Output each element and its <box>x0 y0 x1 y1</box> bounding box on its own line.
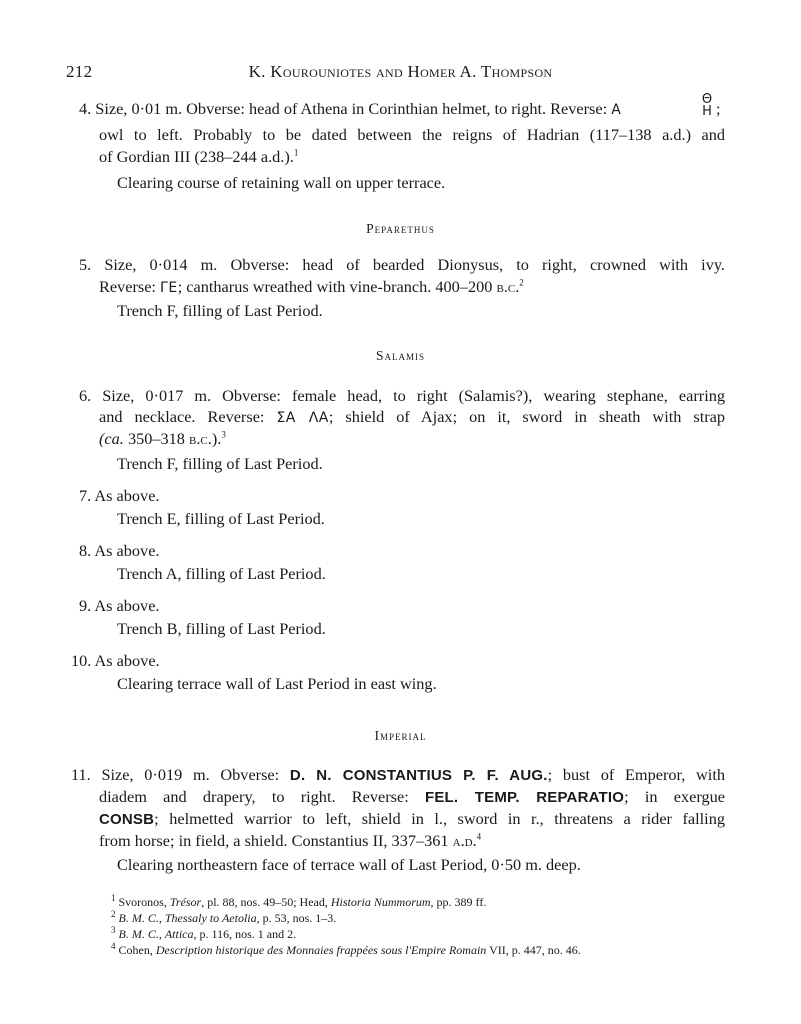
entry-4-findspot: Clearing course of retaining wall on upper terrace. <box>117 173 446 192</box>
coin-legend-salamis: ΣΑ ΛΑ <box>276 410 329 426</box>
entry-4-line-3-text: of Gordian III (238–244 a.d.). <box>99 147 294 166</box>
coin-legend-gamma-epsilon: ΓΕ <box>160 280 178 296</box>
entry-11-line-2-a: diadem and drapery, to right. Reverse: <box>99 787 409 806</box>
entry-6-line-3 <box>99 428 226 450</box>
coin-legend-theta: Θ <box>701 92 713 107</box>
entry-7-findspot: Trench E, filling of Last Period. <box>117 509 325 528</box>
footnote-3-title: Attica <box>164 927 194 941</box>
footnote-ref-3: 3 <box>221 429 226 440</box>
coin-legend-a: A <box>611 102 622 118</box>
entry-6-findspot: Trench F, filling of Last Period. <box>117 454 323 473</box>
footnote-4 <box>111 942 581 958</box>
footnote-4-title: Description historique des Monnaies frappées sous l'Empire Romain <box>155 943 487 957</box>
legend-semicolon: ; <box>716 99 721 118</box>
entry-11-line-3-b: ; helmetted warrior to left, shield in l., sword in r., threatens a rider falling <box>154 809 725 828</box>
footnote-3-b: , <box>158 927 162 941</box>
entry-7-label: 7. As above. <box>79 486 160 505</box>
entry-5-line-1: 5. Size, 0·014 m. Obverse: head of bearded Dionysus, to right, crowned with ivy. <box>79 255 725 274</box>
footnote-4-number: 4 <box>111 941 116 951</box>
era-bc: b.c. <box>496 277 520 296</box>
section-heading-peparethus: Peparethus <box>366 221 435 236</box>
entry-5-line-2 <box>99 276 524 299</box>
era-bc: b.c.). <box>189 429 222 448</box>
section-heading-imperial: Imperial <box>374 728 427 743</box>
entry-4-line-3 <box>99 146 298 168</box>
entry-11-line-4 <box>99 830 481 852</box>
entry-5-findspot: Trench F, filling of Last Period. <box>117 301 323 320</box>
entry-5-line-2-a: Reverse: <box>99 277 156 296</box>
entry-8-findspot: Trench A, filling of Last Period. <box>117 564 326 583</box>
coin-legend-obverse: D. N. CONSTANTIUS P. F. AUG. <box>289 767 548 784</box>
footnote-4-c: VII, p. 447, no. 46. <box>489 943 581 957</box>
footnote-3-a: B. M. C. <box>118 927 159 941</box>
footnote-2 <box>111 910 336 926</box>
footnote-1-title-2: Historia Nummorum <box>330 895 431 909</box>
entry-11-line-3 <box>99 808 725 831</box>
entry-4-text: 4. Size, 0·01 m. Obverse: head of Athena in Corinthian helmet, to right. Reverse: <box>79 99 608 118</box>
entry-11-line-2 <box>99 786 725 809</box>
entry-10-findspot: Clearing terrace wall of Last Period in east wing. <box>117 674 437 693</box>
footnote-2-a: B. M. C. <box>118 911 159 925</box>
footnote-4-a: Cohen, <box>118 943 153 957</box>
footnote-1-a: Svoronos, <box>118 895 167 909</box>
footnote-2-d: , p. 53, nos. 1–3. <box>256 911 337 925</box>
entry-11-line-1 <box>71 764 725 787</box>
page-number: 212 <box>66 62 93 81</box>
footnote-3-number: 3 <box>111 925 116 935</box>
footnote-3-d: , p. 116, nos. 1 and 2. <box>193 927 297 941</box>
entry-11-line-2-b: ; in exergue <box>624 787 725 806</box>
entry-10-label: 10. As above. <box>71 651 160 670</box>
footnote-1 <box>111 894 486 910</box>
entry-6-date: 350–318 <box>127 429 185 448</box>
entry-6-line-2 <box>99 406 725 429</box>
entry-11-line-4-a: from horse; in field, a shield. Constantius II, 337–361 <box>99 831 449 850</box>
entry-11-findspot: Clearing northeastern face of terrace wall of Last Period, 0·50 m. deep. <box>117 855 581 874</box>
footnote-2-number: 2 <box>111 909 116 919</box>
entry-4-line-1 <box>79 98 621 121</box>
entry-5-line-2-b: ; cantharus wreathed with vine-branch. 400–200 <box>177 277 493 296</box>
coin-legend-eta: H <box>702 104 712 119</box>
section-heading-salamis: Salamis <box>375 348 425 363</box>
entry-11-line-1-b: ; bust of Emperor, with <box>547 765 725 784</box>
footnote-ref-2: 2 <box>519 277 524 288</box>
footnote-1-number: 1 <box>111 893 116 903</box>
coin-legend-exergue: CONSB <box>99 811 155 828</box>
footnote-2-title: Thessaly to Aetolia <box>164 911 257 925</box>
footnote-ref-4: 4 <box>476 831 482 842</box>
era-ad: a.d. <box>452 831 477 850</box>
footnote-ref-1: 1 <box>293 147 299 158</box>
entry-6-line-2-a: and necklace. Reverse: <box>99 407 265 426</box>
entry-11-line-1-a: 11. Size, 0·019 m. Obverse: <box>71 765 280 784</box>
footnote-1-c: , pl. 88, nos. 49–50; Head, <box>201 895 328 909</box>
entry-4-line-2: owl to left. Probably to be dated between the reigns of Hadrian (117–138 a.d.) and <box>99 125 725 144</box>
entry-9-findspot: Trench B, filling of Last Period. <box>117 619 326 638</box>
running-title: K. Kourouniotes and Homer A. Thompson <box>248 62 553 81</box>
entry-6-line-2-b: ; shield of Ajax; on it, sword in sheath with strap <box>328 407 726 426</box>
footnote-1-e: , pp. 389 ff. <box>430 895 487 909</box>
coin-legend-reverse: FEL. TEMP. REPARATIO <box>424 789 625 806</box>
entry-8-label: 8. As above. <box>79 541 160 560</box>
entry-9-label: 9. As above. <box>79 596 160 615</box>
footnote-3 <box>111 926 296 942</box>
circa: (ca. <box>99 429 124 448</box>
footnote-1-title: Trésor <box>169 895 202 909</box>
entry-6-line-1: 6. Size, 0·017 m. Obverse: female head, to right (Salamis?), wearing stephane, earring <box>79 386 725 405</box>
footnote-2-b: , <box>158 911 162 925</box>
coin-legend-stack <box>700 94 714 118</box>
